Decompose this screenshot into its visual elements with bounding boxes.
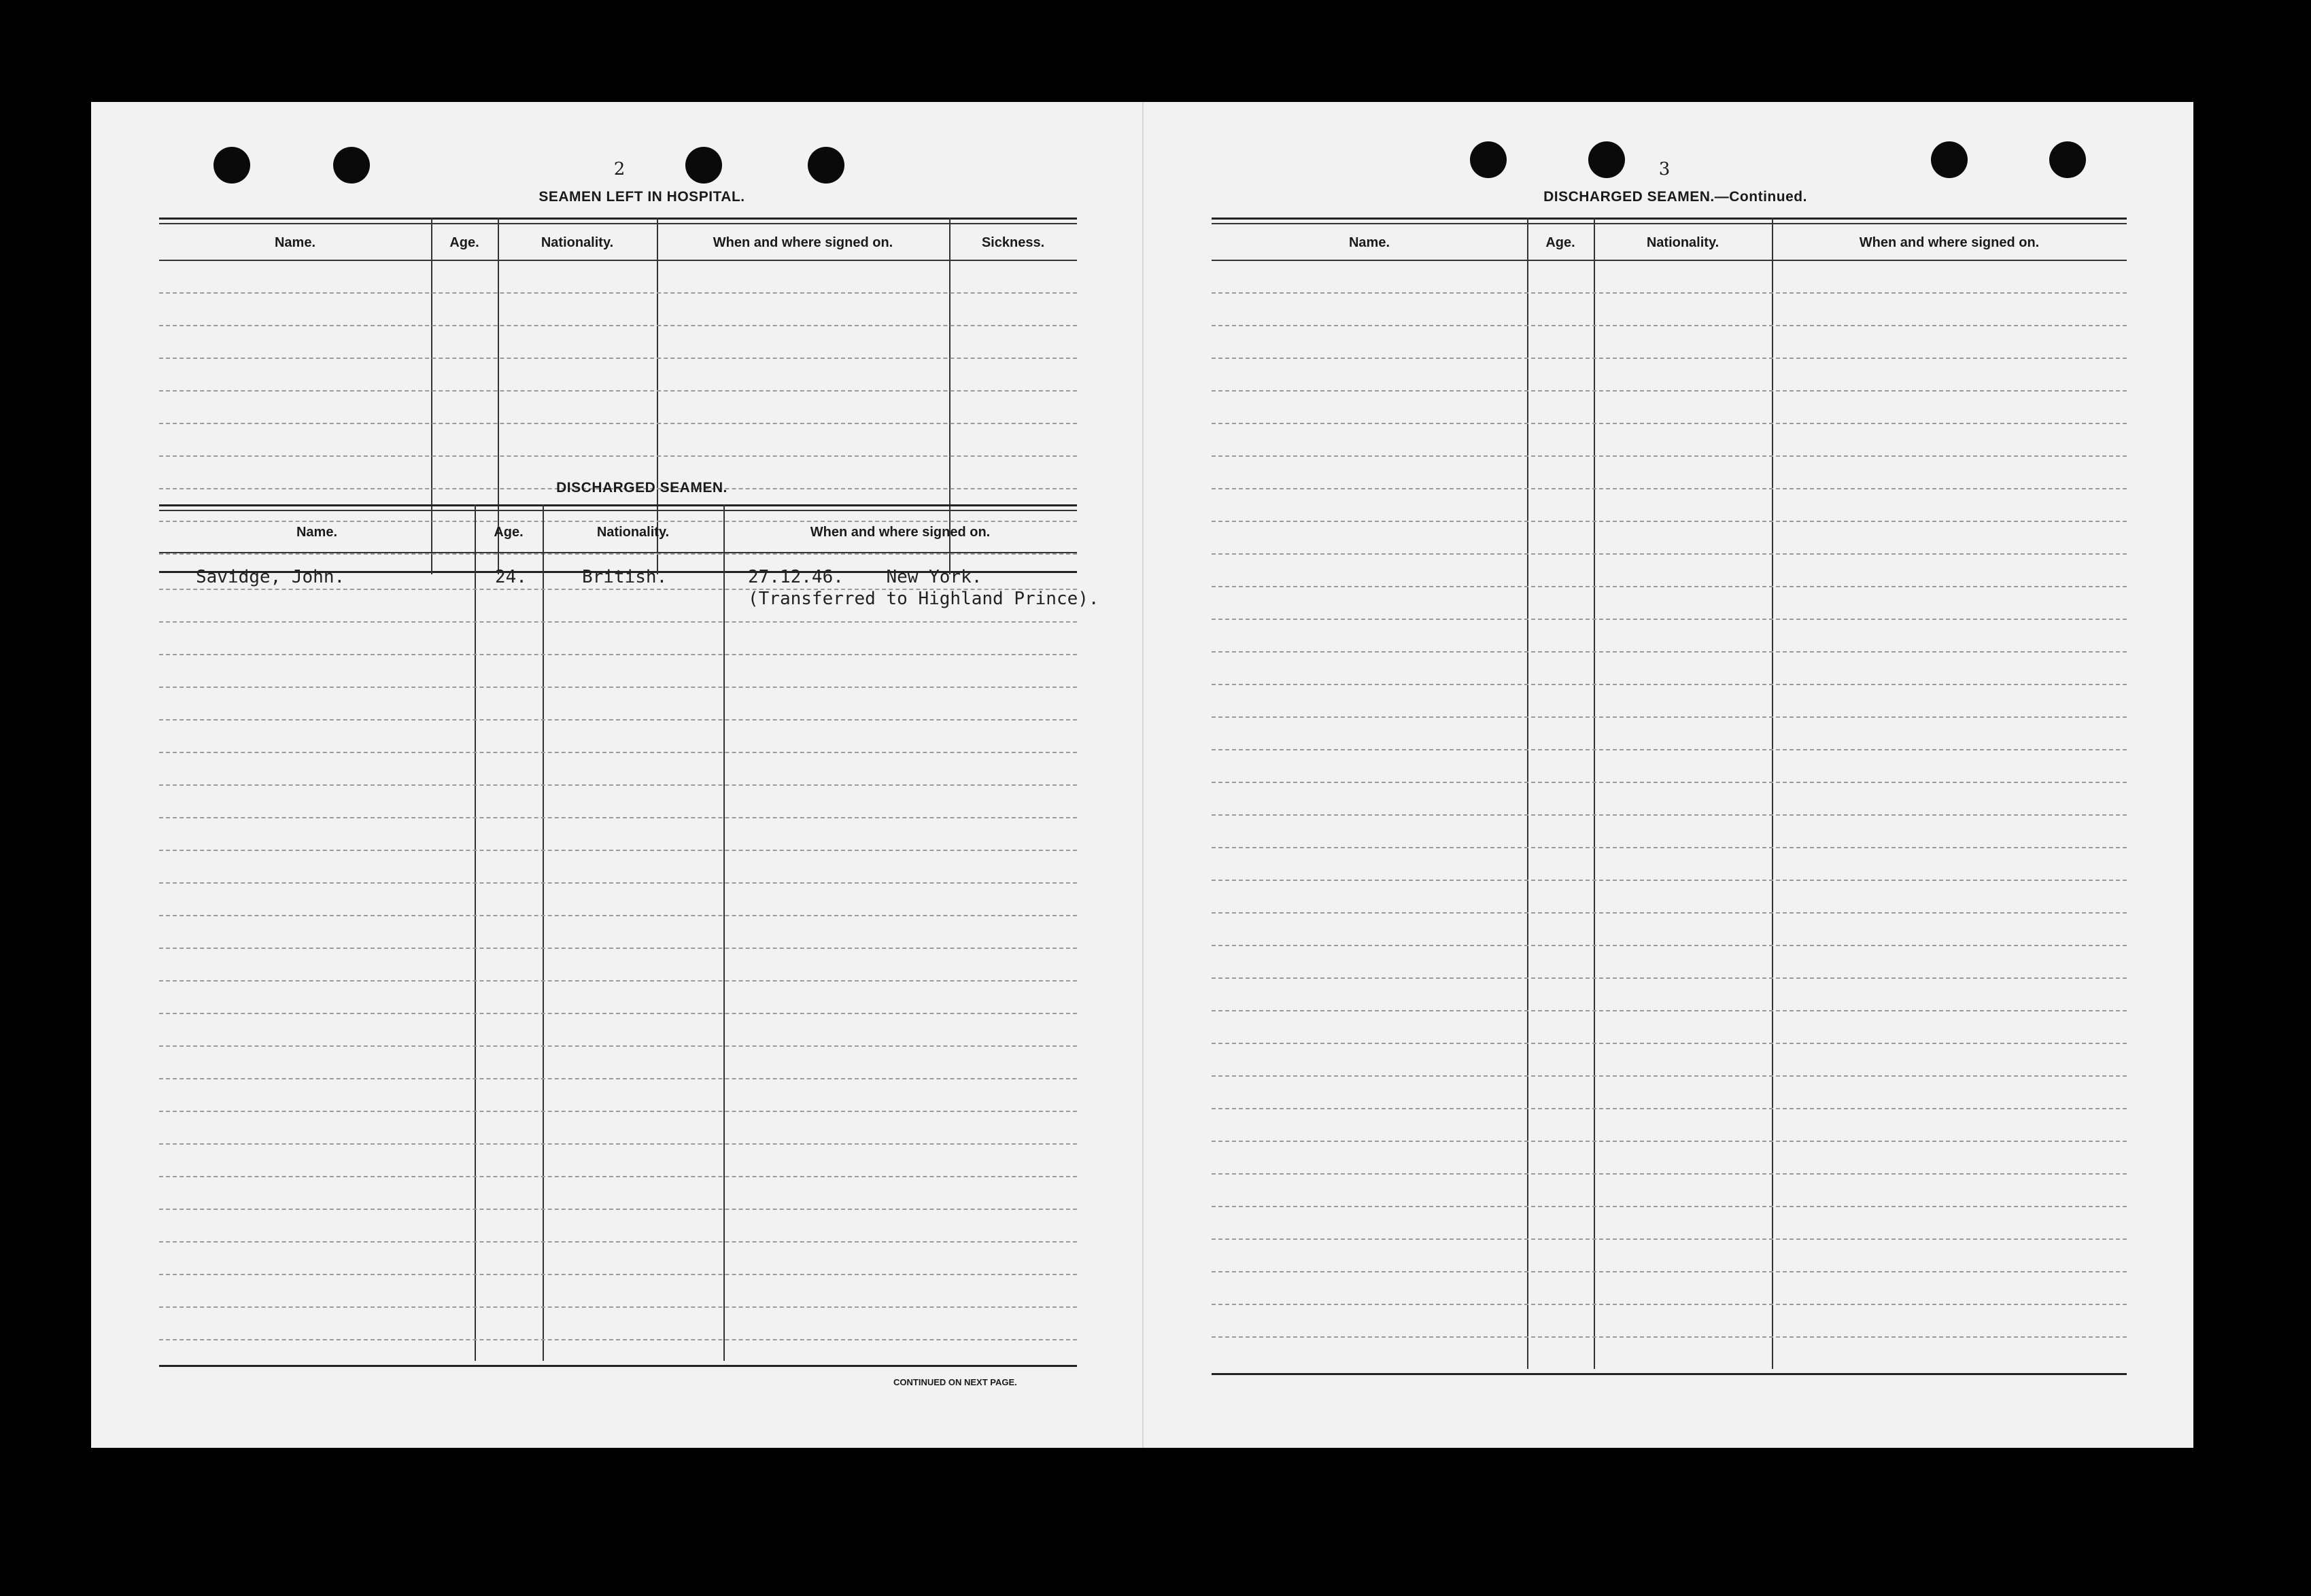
col-nationality: Nationality.	[1646, 235, 1719, 250]
binder-hole	[1470, 141, 1507, 178]
col-name: Name.	[1348, 235, 1390, 250]
col-name: Name.	[274, 235, 316, 250]
binder-hole	[1588, 141, 1625, 178]
col-signed-on: When and where signed on.	[1859, 235, 2040, 250]
hospital-section-title: SEAMEN LEFT IN HOSPITAL.	[538, 189, 745, 205]
col-sickness: Sickness.	[981, 235, 1045, 250]
binder-hole	[213, 147, 250, 184]
col-name: Name.	[296, 525, 338, 540]
col-age: Age.	[449, 235, 479, 250]
binder-hole	[685, 147, 722, 184]
page-fold	[1142, 102, 1144, 1448]
page-number-right: 3	[1658, 159, 1671, 179]
col-age: Age.	[494, 525, 524, 540]
col-nationality: Nationality.	[596, 525, 670, 540]
col-signed-on: When and where signed on.	[810, 525, 991, 540]
col-signed-on: When and where signed on.	[713, 235, 893, 250]
entry-age: 24.	[495, 567, 527, 587]
page-number-left: 2	[613, 159, 626, 179]
right-section-title: DISCHARGED SEAMEN.—Continued.	[1543, 189, 1807, 205]
col-nationality: Nationality.	[541, 235, 614, 250]
discharged-table	[159, 504, 1099, 1369]
discharged-section-title: DISCHARGED SEAMEN.	[556, 480, 727, 496]
discharged-continued-table	[1212, 218, 2127, 1377]
continued-footer: CONTINUED ON NEXT PAGE.	[893, 1377, 1017, 1387]
entry-name: Savidge, John.	[196, 567, 345, 587]
binder-hole	[2049, 141, 2086, 178]
document-spread	[91, 102, 2193, 1448]
col-age: Age.	[1545, 235, 1575, 250]
entry-note: (Transferred to Highland Prince).	[748, 589, 1099, 609]
binder-hole	[333, 147, 370, 184]
entry-nationality: British.	[582, 567, 668, 587]
entry-signed-on: 27.12.46. New York.	[748, 567, 982, 587]
binder-hole	[1931, 141, 1968, 178]
binder-hole	[808, 147, 844, 184]
